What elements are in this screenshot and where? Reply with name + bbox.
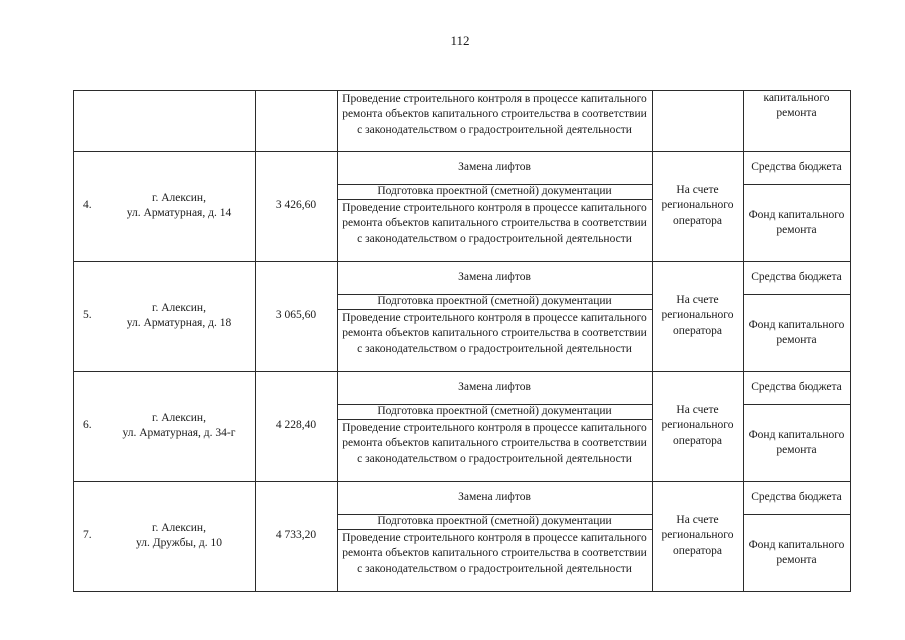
funding-source-fund: Фонд капитального ремонта [748,318,845,346]
funding-source-fund: Фонд капитального ремонта [748,428,845,456]
area: 4 733,20 [275,529,317,542]
address: г. Алексин, ул. Арматурная, д. 14 [126,191,232,219]
work-item: Замена лифтов [458,271,531,284]
work-item: Проведение строительного контроля в процессе капитального ремонта объектов капитального строительства в соответствии с законодательством о градостроительной деятельности [342,202,647,245]
row-number: 5. [83,309,92,322]
work-item: Замена лифтов [458,491,531,504]
row-number: 4. [83,199,92,212]
column-line [850,90,851,592]
work-item: Замена лифтов [458,161,531,174]
work-item: Замена лифтов [458,381,531,394]
work-item: Проведение строительного контроля в процессе капитального ремонта объектов капитального строительства в соответствии с законодательством о градостроительной деятельности [342,532,647,575]
address: г. Алексин, ул. Арматурная, д. 34-г [122,411,236,439]
area: 3 065,60 [275,309,317,322]
table-bottom-border [73,591,850,592]
funding-source-fund: Фонд капитального ремонта [748,208,845,236]
account-holder: На счете регионального оператора [661,514,734,557]
work-item: Подготовка проектной (сметной) документации [377,295,612,308]
work-description: Проведение строительного контроля в процессе капитального ремонта объектов капитального строительства в соответствии с законодательством о градостроительной деятельности [342,93,647,136]
work-item: Подготовка проектной (сметной) документации [377,185,612,198]
row-number: 7. [83,529,92,542]
funding-source: капитального ремонта [763,92,830,120]
account-holder: На счете регионального оператора [661,404,734,447]
funding-source-budget: Средства бюджета [751,271,842,284]
work-item: Подготовка проектной (сметной) документации [377,515,612,528]
funding-source-budget: Средства бюджета [751,381,842,394]
work-item: Проведение строительного контроля в процессе капитального ремонта объектов капитального строительства в соответствии с законодательством о градостроительной деятельности [342,312,647,355]
work-item: Проведение строительного контроля в процессе капитального ремонта объектов капитального строительства в соответствии с законодательством о градостроительной деятельности [342,422,647,465]
funding-source-budget: Средства бюджета [751,491,842,504]
row-number: 6. [83,419,92,432]
work-item: Подготовка проектной (сметной) документации [377,405,612,418]
address: г. Алексин, ул. Арматурная, д. 18 [126,301,232,329]
area: 3 426,60 [275,199,317,212]
funding-source-fund: Фонд капитального ремонта [748,538,845,566]
address: г. Алексин, ул. Дружбы, д. 10 [136,521,222,549]
area: 4 228,40 [275,419,317,432]
account-holder: На счете регионального оператора [661,184,734,227]
funding-source-budget: Средства бюджета [751,161,842,174]
page-number: 112 [450,33,470,48]
account-holder: На счете регионального оператора [661,294,734,337]
